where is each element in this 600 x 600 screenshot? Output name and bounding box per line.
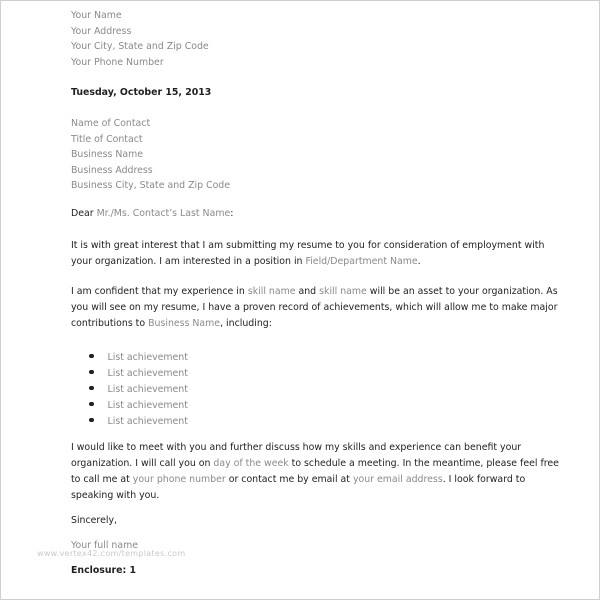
- skill-name-placeholder-2: skill name: [319, 286, 367, 297]
- text-segment: .: [417, 256, 421, 267]
- achievements-list: [89, 349, 188, 429]
- paragraph-intro-line-2: [71, 256, 541, 272]
- paragraph-meeting: [71, 442, 559, 506]
- salutation: [71, 208, 541, 224]
- text-segment: . I look forward to: [442, 474, 526, 485]
- recipient-contact-name: Name of Contact: [71, 118, 151, 129]
- list-item: [89, 397, 188, 413]
- bullet-icon: [89, 370, 94, 375]
- sender-city-state-zip: Your City, State and Zip Code: [71, 41, 209, 53]
- paragraph-experience-line-1: [71, 286, 558, 302]
- recipient-contact-title: Title of Contact: [71, 133, 143, 145]
- recipient-business-city: Business City, State and Zip Code: [71, 180, 231, 192]
- enclosure-block: [71, 565, 541, 581]
- bullet-icon: [89, 402, 94, 407]
- recipient-block: [71, 118, 230, 196]
- salutation-placeholder: Mr./Ms. Contact’s Last Name: [96, 208, 231, 219]
- sender-name: Your Name: [71, 10, 122, 21]
- list-item: [89, 413, 188, 429]
- skill-name-placeholder-1: skill name: [247, 286, 296, 297]
- paragraph-experience-line-2: you will see on my resume, I have a proven record of achievements, which will allow me to make major: [71, 302, 558, 313]
- closing-text: Sincerely,: [71, 515, 117, 526]
- enclosure-text: Enclosure: 1: [71, 565, 137, 576]
- text-segment: I am confident that my experience in: [71, 286, 248, 297]
- text-segment: to call me at: [71, 474, 133, 485]
- email-address-placeholder: your email address: [352, 474, 443, 485]
- sender-address: Your Address: [71, 25, 132, 37]
- paragraph-meeting-line-2: [71, 458, 559, 474]
- paragraph-meeting-line-4: speaking with you.: [71, 490, 160, 501]
- sender-block: [71, 10, 209, 72]
- bullet-icon: [89, 354, 94, 359]
- recipient-business-address: Business Address: [71, 164, 153, 176]
- bullet-icon: [89, 386, 94, 391]
- field-department-placeholder: Field/Department Name: [305, 256, 418, 267]
- paragraph-meeting-line-3: [71, 474, 541, 490]
- achievement-text: List achievement: [107, 351, 188, 363]
- text-segment: contributions to: [71, 318, 149, 329]
- paragraph-intro-line-1: It is with great interest that I am submitting my resume to you for consideration of employment with: [71, 240, 545, 251]
- list-item: [89, 381, 188, 397]
- phone-number-placeholder: your phone number: [132, 474, 226, 485]
- recipient-business-name: Business Name: [71, 149, 143, 161]
- achievement-text: List achievement: [107, 367, 188, 379]
- letter-date: Tuesday, October 15, 2013: [71, 87, 212, 98]
- list-item: [89, 349, 188, 365]
- paragraph-experience: [71, 286, 558, 334]
- achievement-text: List achievement: [107, 415, 188, 427]
- paragraph-meeting-line-1: I would like to meet with you and further discuss how my skills and experience can benefit your: [71, 442, 522, 453]
- day-of-week-placeholder: day of the week: [213, 458, 289, 469]
- salutation-prefix: Dear: [71, 208, 97, 219]
- text-segment: and: [295, 286, 320, 297]
- text-segment: will be an asset to your organization. As: [366, 286, 558, 297]
- text-segment: organization. I will call you on: [71, 458, 214, 469]
- text-segment: , including:: [220, 318, 272, 329]
- achievement-text: List achievement: [107, 399, 188, 411]
- salutation-suffix: :: [230, 208, 234, 219]
- paragraph-intro: [71, 240, 545, 272]
- watermark: www.vertex42.com/templates.com: [37, 549, 186, 558]
- business-name-placeholder: Business Name: [148, 318, 221, 329]
- sender-phone: Your Phone Number: [71, 56, 164, 68]
- achievement-text: List achievement: [107, 383, 188, 395]
- signature-name: Your full name: [71, 540, 139, 551]
- text-segment: to schedule a meeting. In the meantime, please feel free: [288, 458, 559, 469]
- text-segment: your organization. I am interested in a position in: [71, 256, 306, 267]
- bullet-icon: [89, 418, 94, 423]
- paragraph-experience-line-3: [71, 318, 541, 334]
- closing: [71, 515, 541, 531]
- list-item: [89, 365, 188, 381]
- text-segment: or contact me by email at: [225, 474, 353, 485]
